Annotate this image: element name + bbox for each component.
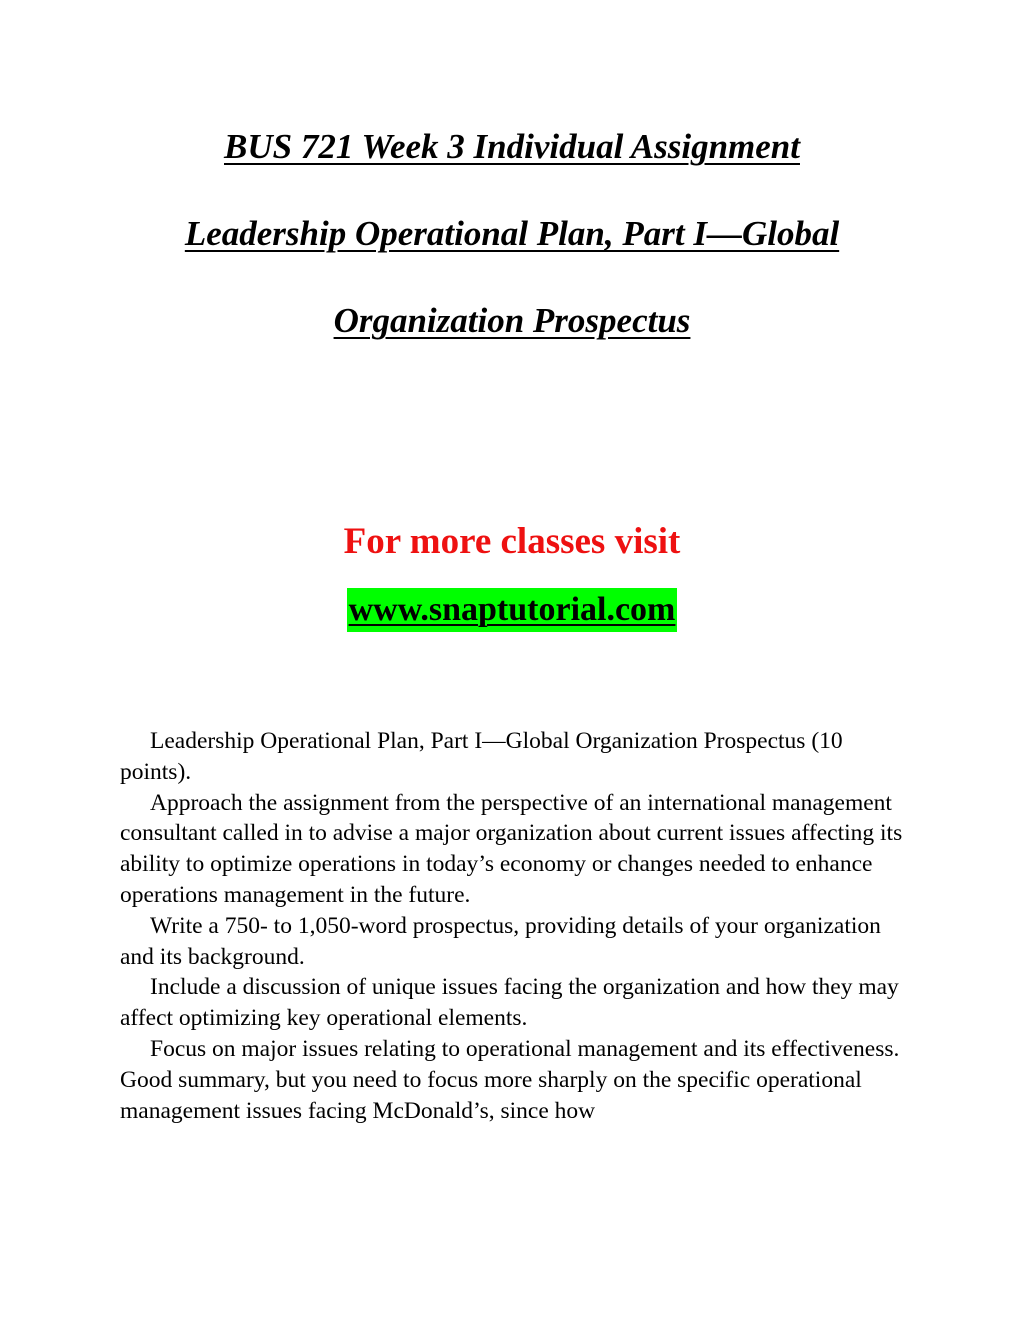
title-line-1: BUS 721 Week 3 Individual Assignment bbox=[224, 127, 800, 166]
paragraph-3: Write a 750- to 1,050-word prospectus, providing details of your organization and its background. bbox=[120, 912, 881, 970]
paragraph-2: Approach the assignment from the perspective of an international management consultant called in to advise a major organization about current issues affecting its ability to optimize operations in today’s economy or changes needed to enhance operations management in the future. bbox=[120, 789, 903, 908]
promo-link[interactable]: www.snaptutorial.com bbox=[347, 588, 678, 632]
title-line-2: Leadership Operational Plan, Part I—Global bbox=[184, 214, 840, 253]
title-line-3: Organization Prospectus bbox=[333, 301, 691, 340]
promo-text: For more classes visit bbox=[343, 521, 681, 562]
promo-block bbox=[0, 520, 1024, 628]
paragraph-5: Focus on major issues relating to operational management and its effectiveness. Good summary, but you need to focus more sharply on the specific operational management issues facing McDonald’s, since how bbox=[120, 1035, 900, 1124]
promo-link-wrap bbox=[0, 588, 1024, 632]
paragraph-4: Include a discussion of unique issues facing the organization and how they may affect optimizing key operational elements. bbox=[120, 974, 899, 1032]
assignment-body bbox=[120, 726, 910, 1126]
paragraph-1: Leadership Operational Plan, Part I—Global Organization Prospectus (10 points). bbox=[120, 728, 843, 785]
